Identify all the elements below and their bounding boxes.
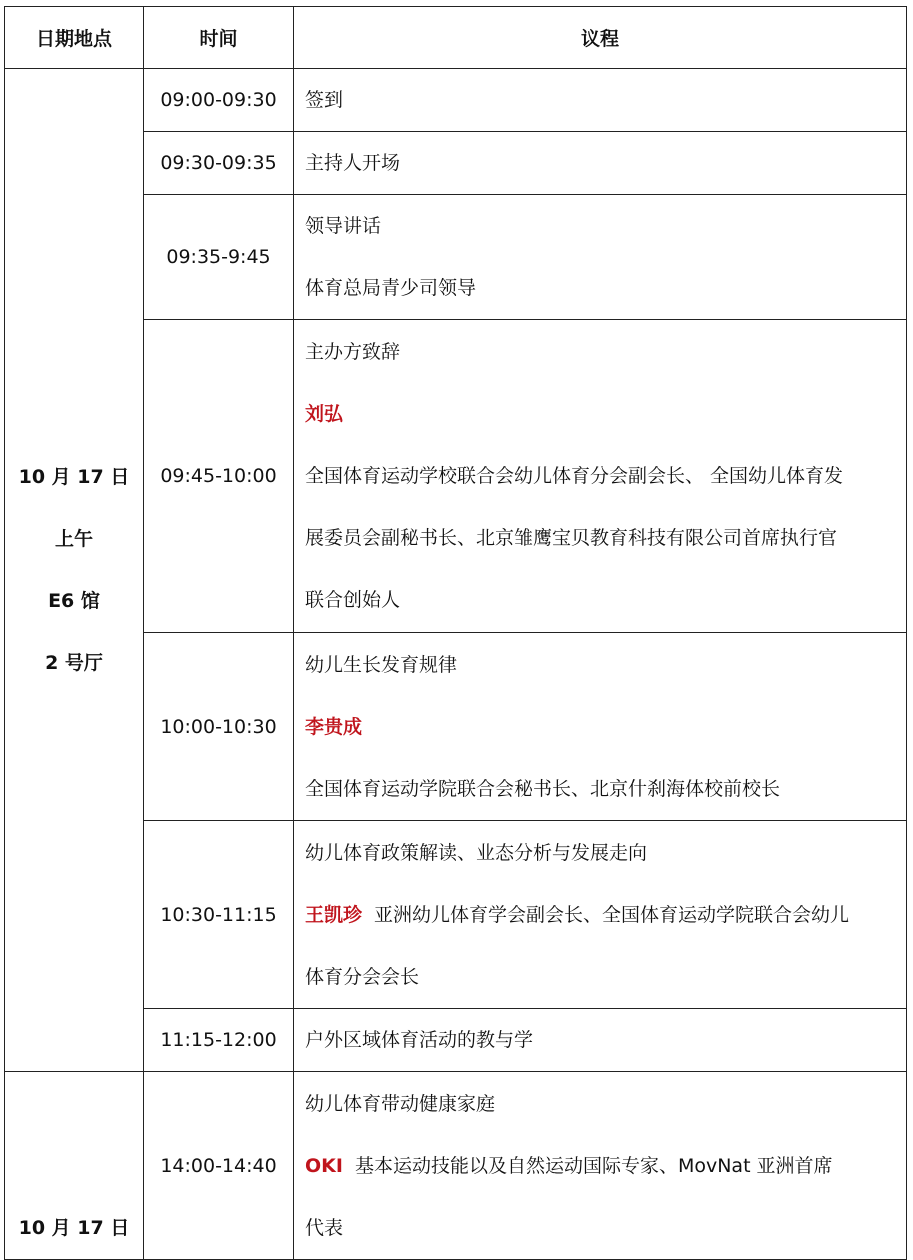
date-line: 10 月 17 日 [18, 466, 130, 488]
agenda-cell [294, 320, 907, 633]
speaker-name: OKI [305, 1154, 343, 1177]
hall-line: E6 馆 [48, 590, 100, 612]
speaker-line [305, 696, 896, 758]
speaker-line [305, 1135, 896, 1197]
agenda-title: 幼儿体育政策解读、业态分析与发展走向 [305, 841, 648, 864]
agenda-desc: 联合创始人 [305, 589, 401, 611]
agenda-title: 幼儿生长发育规律 [305, 653, 458, 676]
agenda-desc: 全国体育运动学院联合会秘书长、北京什刹海体校前校长 [305, 777, 781, 800]
agenda-cell [294, 1072, 907, 1260]
session-line: 上午 [54, 528, 93, 550]
table-row [5, 69, 907, 132]
agenda-desc: 体育分会会长 [305, 965, 420, 988]
time-cell: 09:30-09:35 [144, 132, 294, 195]
agenda-title: 签到 [305, 89, 344, 111]
agenda-desc: 展委员会副秘书长、北京雏鹰宝贝教育科技有限公司首席执行官 [305, 527, 838, 549]
time-cell: 10:00-10:30 [144, 633, 294, 821]
speaker-name: 刘弘 [305, 403, 344, 425]
agenda-cell [294, 633, 907, 821]
time-cell: 10:30-11:15 [144, 821, 294, 1009]
agenda-desc: 代表 [305, 1216, 344, 1239]
speaker-line [305, 383, 896, 445]
date-place-cell [5, 1072, 144, 1260]
time-cell: 09:00-09:30 [144, 69, 294, 132]
speaker-name: 王凯珍 [305, 903, 363, 926]
time-cell: 09:35-9:45 [144, 195, 294, 320]
agenda-table [4, 6, 907, 1260]
header-date-place: 日期地点 [5, 7, 144, 69]
agenda-title: 领导讲话 [305, 215, 382, 237]
table-row [5, 1072, 907, 1260]
speaker-desc: 亚洲幼儿体育学会副会长、全国体育运动学院联合会幼儿 [374, 903, 850, 926]
room-line: 2 号厅 [45, 652, 103, 674]
speaker-name: 李贵成 [305, 715, 363, 738]
agenda-cell [294, 195, 907, 320]
header-time: 时间 [144, 7, 294, 69]
speaker-line [305, 884, 896, 946]
header-agenda: 议程 [294, 7, 907, 69]
agenda-cell [294, 132, 907, 195]
agenda-desc: 体育总局青少司领导 [305, 277, 477, 299]
time-cell: 09:45-10:00 [144, 320, 294, 633]
date-line: 10 月 17 日 [18, 1217, 130, 1239]
speaker-desc: 基本运动技能以及自然运动国际专家、MovNat 亚洲首席 [354, 1154, 833, 1177]
agenda-cell [294, 69, 907, 132]
agenda-cell [294, 1009, 907, 1072]
table-header-row [5, 7, 907, 69]
agenda-title: 户外区域体育活动的教与学 [305, 1029, 534, 1051]
agenda-desc: 全国体育运动学校联合会幼儿体育分会副会长、 全国幼儿体育发 [305, 465, 844, 487]
time-cell: 11:15-12:00 [144, 1009, 294, 1072]
time-cell: 14:00-14:40 [144, 1072, 294, 1260]
agenda-title: 主持人开场 [305, 152, 401, 174]
agenda-cell [294, 821, 907, 1009]
date-place-cell [5, 69, 144, 1072]
agenda-title: 主办方致辞 [305, 341, 401, 363]
agenda-title: 幼儿体育带动健康家庭 [305, 1092, 496, 1115]
